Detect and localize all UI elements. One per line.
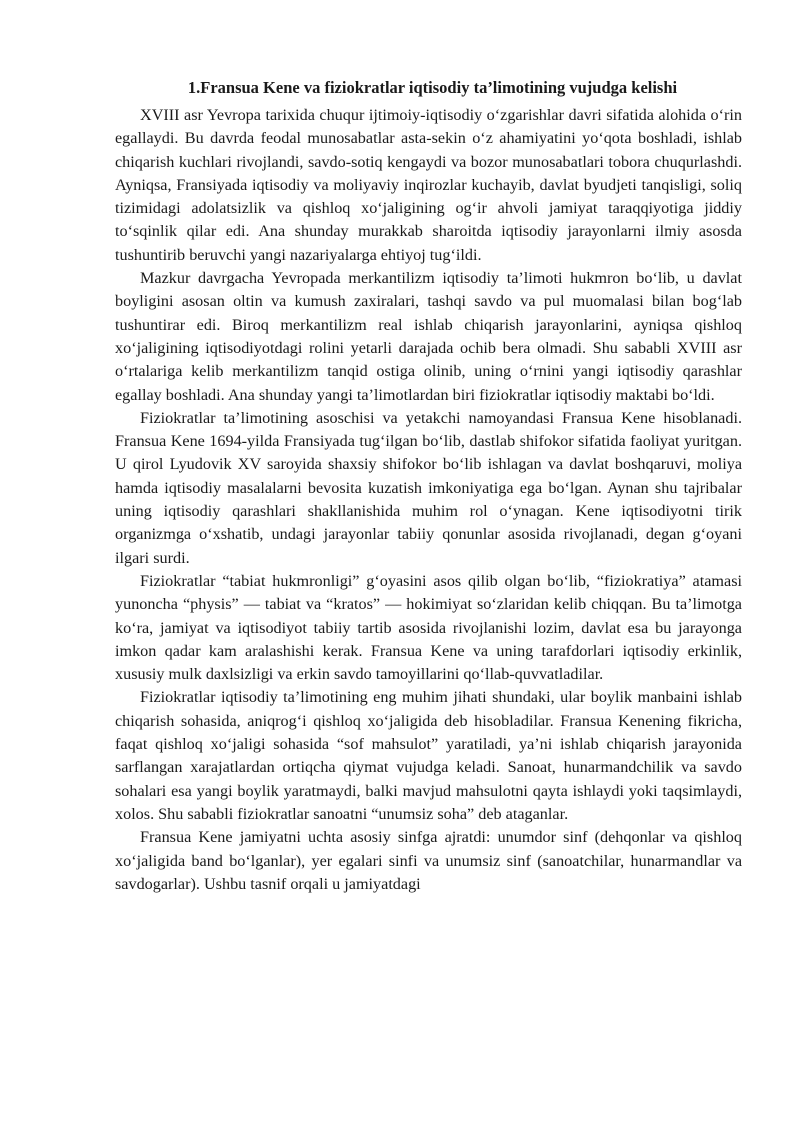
paragraph-6: Fransua Kene jamiyatni uchta asosiy sinfga ajratdi: unumdor sinf (dehqonlar va qishloq xoʻjaligida band boʻlganlar), yer egalari sinfi va unumsiz sinf (sanoatchilar, hunarmandlar va savdogarlar). Ushbu tasnif orqali u jamiyatdagi: [115, 828, 742, 893]
paragraph-4: Fiziokratlar “tabiat hukmronligi” gʻoyasini asos qilib olgan boʻlib, “fiziokratiya” atamasi yunoncha “physis” — tabiat va “kratos” — hokimiyat soʻzlaridan kelib chiqqan. Bu ta’limotga koʻra, jamiyat va iqtisodiyot tabiiy tartib asosida rivojlanishi lozim, davlat esa bu jarayonga imkon qadar kam aralashishi kerak. Fransua Kene va uning tarafdorlari iqtisodiy erkinlik, xususiy mulk daxlsizligi va erkin savdo tamoyillarini qoʻllab-quvvatladilar.: [115, 571, 742, 684]
section-heading: 1.Fransua Kene va fiziokratlar iqtisodiy ta’limotining vujudga kelishi: [187, 78, 678, 97]
paragraph-3: Fiziokratlar ta’limotining asoschisi va yetakchi namoyandasi Fransua Kene hisoblanadi. Fransua Kene 1694-yilda Fransiyada tugʻilgan boʻlib, dastlab shifokor sifatida faoliyat yuritgan. U qirol Lyudovik XV saroyida shaxsiy shifokor boʻlib ishlagan va davlat boshqaruvi, moliya hamda iqtisodiy masalalarni bevosita kuzatish imkoniyatiga ega boʻlgan. Aynan shu tajribalar uning iqtisodiy qarashlari shakllanishida muhim rol oʻynagan. Kene iqtisodiyotni tirik organizmga oʻxshatib, undagi jarayonlar tabiiy qonunlar asosida rivojlanadi, degan gʻoyani ilgari surdi.: [115, 408, 742, 567]
paragraph-1: XVIII asr Yevropa tarixida chuqur ijtimoiy-iqtisodiy oʻzgarishlar davri sifatida alohida oʻrin egallaydi. Bu davrda feodal munosabatlar asta-sekin oʻz ahamiyatini yoʻqota boshladi, ishlab chiqarish kuchlari rivojlandi, savdo-sotiq kengaydi va bozor munosabatlari tobora chuqurlashdi. Ayniqsa, Fransiyada iqtisodiy va moliyaviy inqirozlar kuchayib, davlat byudjeti tanqisligi, soliq tizimidagi adolatsizlik va qishloq xoʻjaligining ogʻir ahvoli jamiyat taraqqiyotiga jiddiy toʻsqinlik qilar edi. Ana shunday murakkab sharoitda iqtisodiy jarayonlarni ilmiy asosda tushuntirib beruvchi yangi nazariyalarga ehtiyoj tugʻildi.: [115, 106, 742, 264]
paragraph-2: Mazkur davrgacha Yevropada merkantilizm iqtisodiy ta’limoti hukmron boʻlib, u davlat boyligini asosan oltin va kumush zaxiralari, tashqi savdo va pul muomalasi bilan bogʻlab tushuntirar edi. Biroq merkantilizm real ishlab chiqarish jarayonlarini, ayniqsa qishloq xoʻjaligining iqtisodiyotdagi rolini yetarli darajada ochib bera olmadi. Shu sababli XVIII asr oʻrtalariga kelib merkantilizm tanqid ostiga olinib, uning oʻrnini yangi iqtisodiy qarashlar egallay boshladi. Ana shunday yangi ta’limotlardan biri fiziokratlar iqtisodiy maktabi boʻldi.: [115, 269, 742, 404]
paragraph-5: Fiziokratlar iqtisodiy ta’limotining eng muhim jihati shundaki, ular boylik manbaini ishlab chiqarish sohasida, aniqrogʻi qishloq xoʻjaligida deb hisobladilar. Fransua Kenening fikricha, faqat qishloq xoʻjaligi sohasida “sof mahsulot” yaratiladi, ya’ni ishlab chiqarish jarayonida sarflangan xarajatlardan ortiqcha qiymat vujudga keladi. Sanoat, hunarmandchilik va savdo sohalari esa yangi boylik yaratmaydi, balki mavjud mahsulotni qayta ishlaydi yoki taqsimlaydi, xolos. Shu sababli fiziokratlar sanoatni “unumsiz soha” deb ataganlar.: [115, 688, 742, 823]
